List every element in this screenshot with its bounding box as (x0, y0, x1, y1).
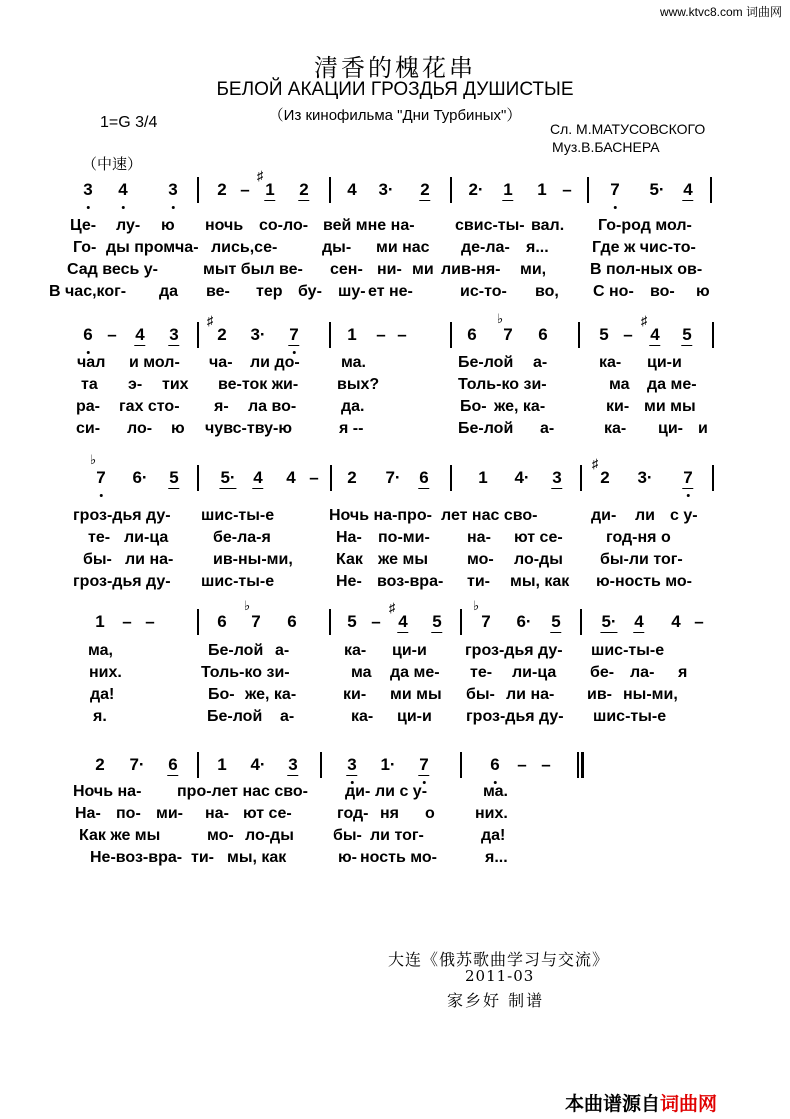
site-url[interactable]: www.ktvc8.com 词曲网 (659, 5, 782, 19)
tempo-marking: （中速） (82, 156, 143, 173)
subtitle: （Из кинофильма "Дни Турбиных"） (268, 107, 522, 124)
footer-source (565, 1089, 717, 1116)
credit-source: 大连《俄苏歌曲学习与交流》 (388, 950, 610, 969)
composer: Муз.В.БАСНЕРА (552, 139, 660, 155)
credit-date: 2011-03 (465, 967, 535, 985)
key-signature: 1=G 3/4 (100, 114, 158, 131)
notation-line-3: ♭ 7 6· 5 5· 4 4 – 2 7· 6 1 4· 3 ♯ 2 3· 7 (0, 468, 790, 508)
notation-line-2: 6 – 4 3 ♯ 2 3· 7 1 – – 6 ♭ 7 6 5 – ♯ 4 5 (0, 325, 790, 365)
notation-line-5: 2 7· 6 1 4· 3 3 1· 7 6 – – (0, 755, 790, 795)
title-chinese: 清香的槐花串 (314, 54, 476, 82)
footer-brand-link[interactable]: 词曲网 (660, 1094, 718, 1115)
lyricist: Сл. М.МАТУСОВСКОГО (550, 121, 706, 137)
credit-transcriber: 家乡好 制谱 (447, 991, 545, 1010)
footer-prefix: 本曲谱源自 (565, 1094, 661, 1115)
notation-line-4: 1 – – 6 ♭ 7 6 5 – ♯ 4 5 ♭ 7 6· 5 5· 4 4 – (0, 612, 790, 652)
title-russian: БЕЛОЙ АКАЦИИ ГРОЗДЬЯ ДУШИСТЫЕ (216, 79, 574, 100)
notation-line-1: 3 4 3 2 – ♯ 1 2 4 3· 2 2· 1 1 – 7 5· 4 (0, 180, 790, 220)
